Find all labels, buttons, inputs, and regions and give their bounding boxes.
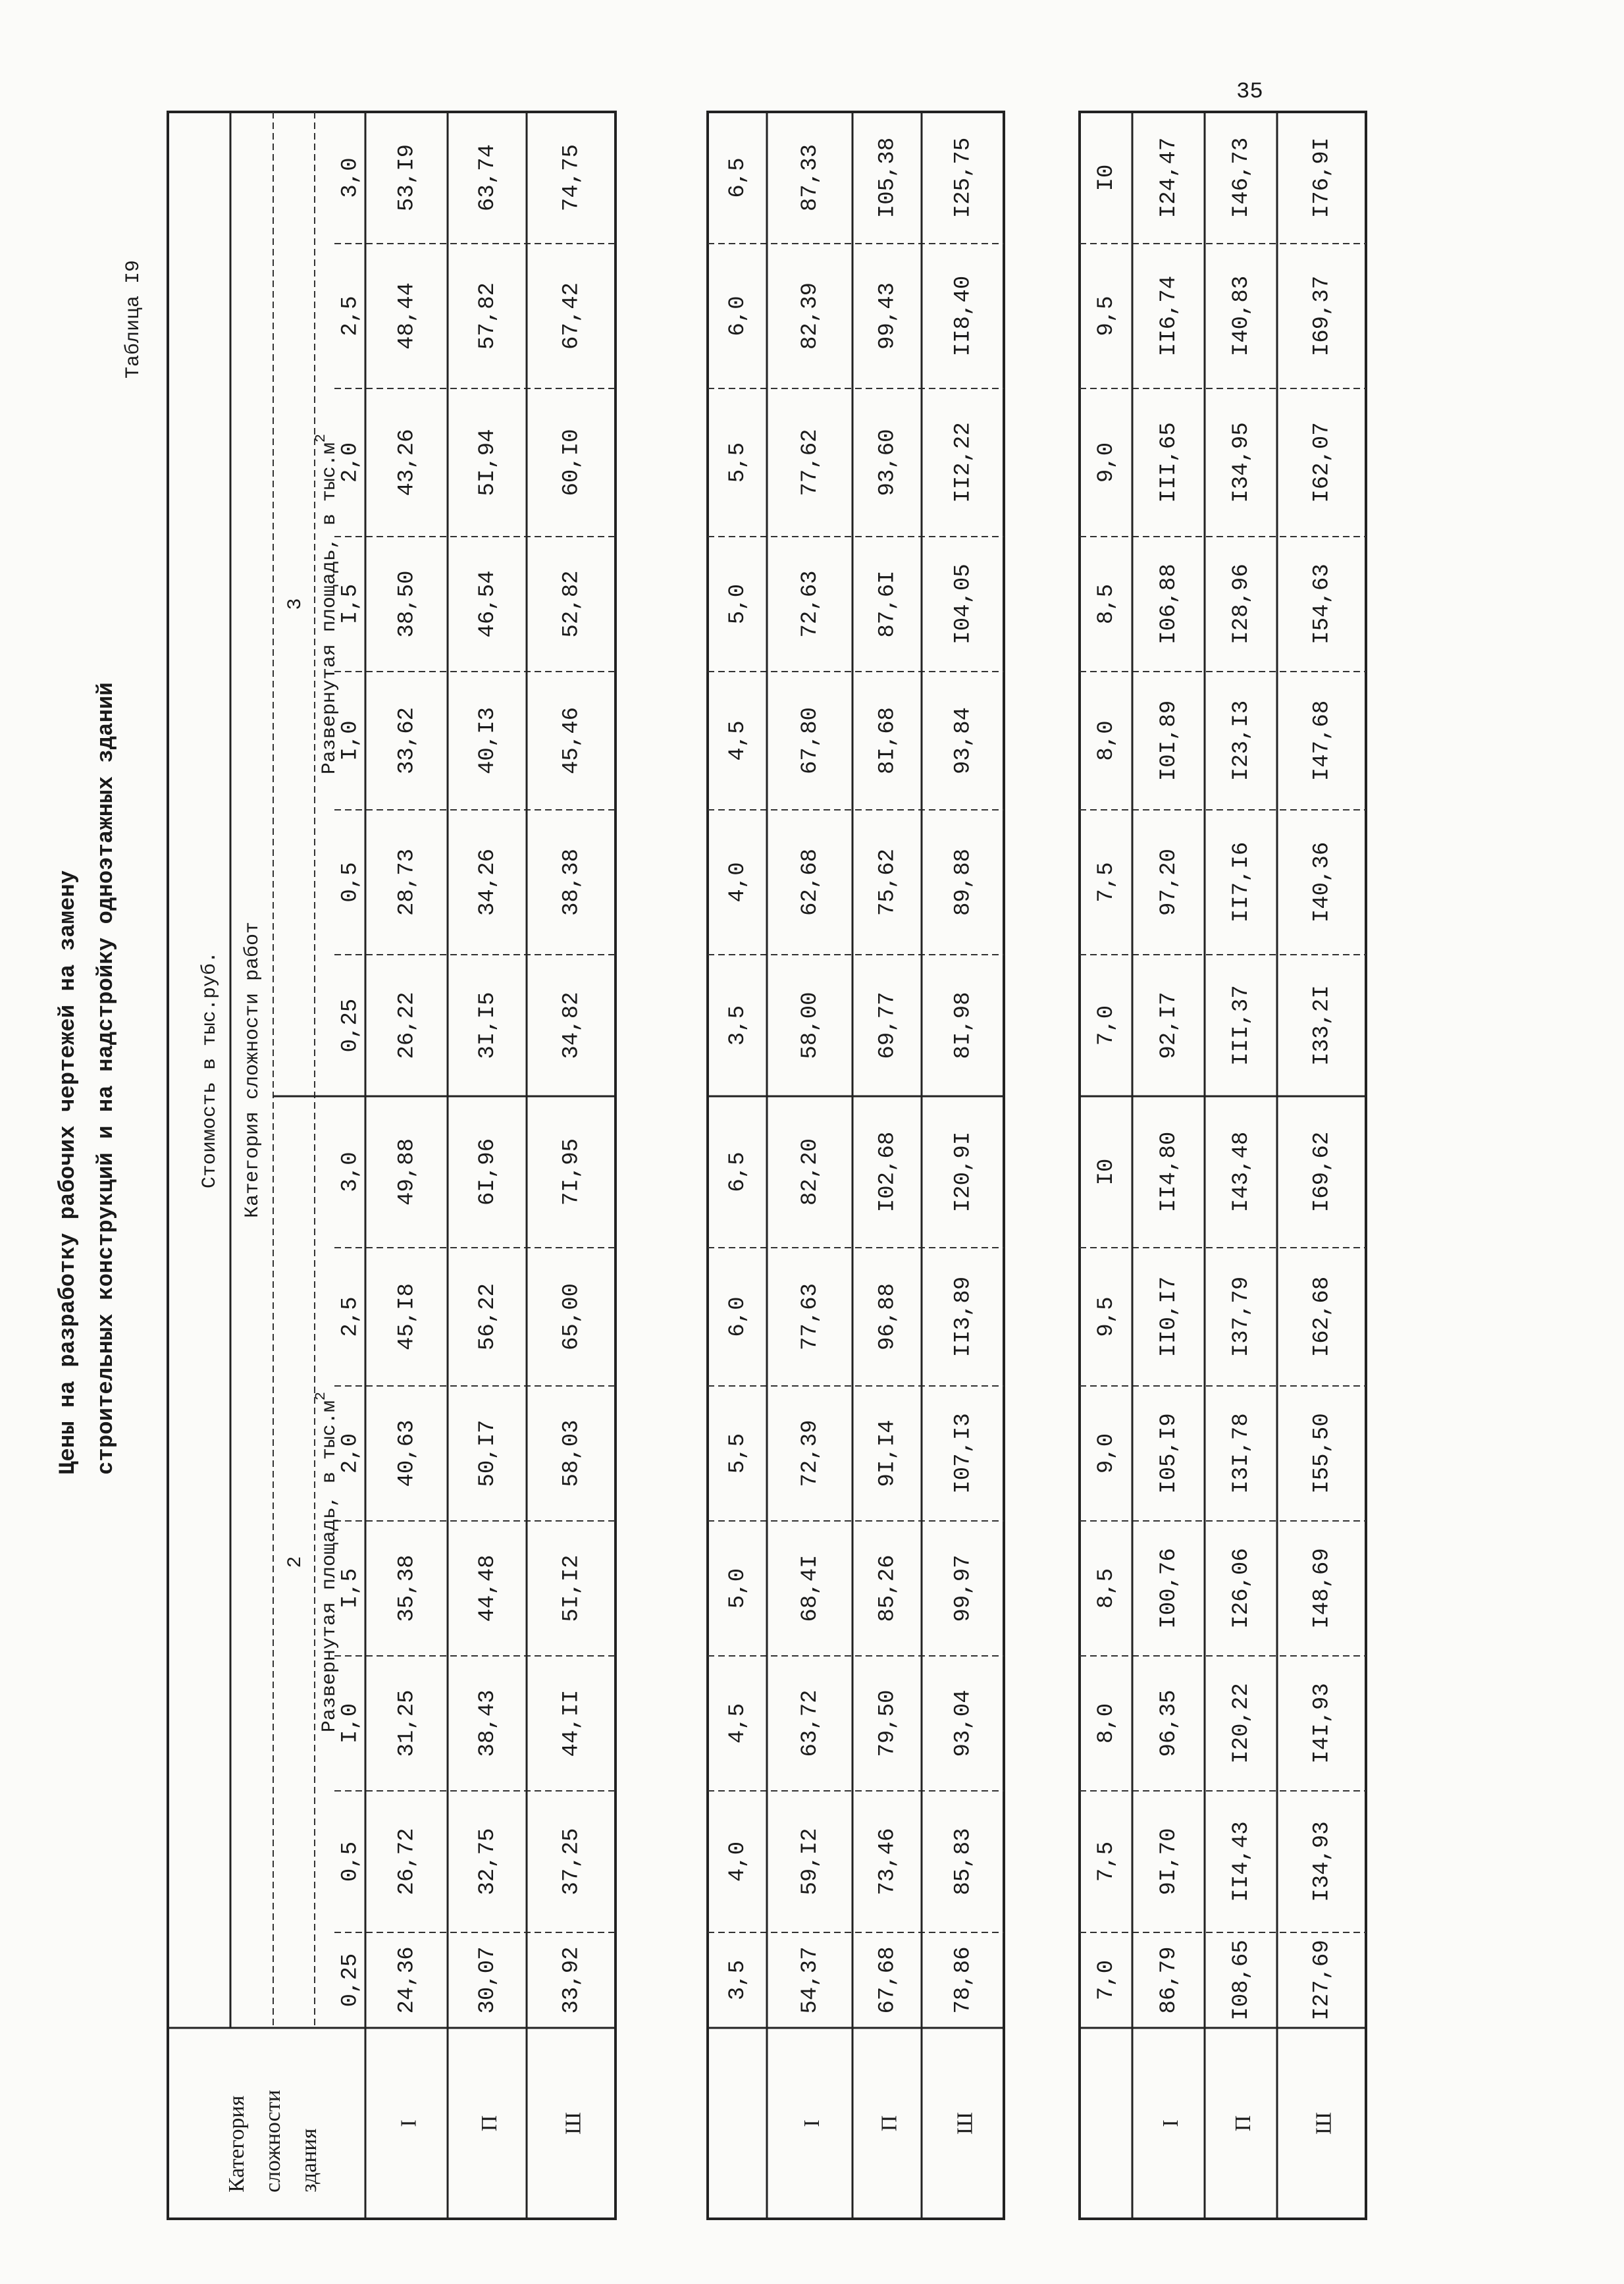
row-label-2: П — [877, 2115, 902, 2132]
area-header-value: 0,25 — [338, 1953, 363, 2007]
price-cell: II7,I6 — [1228, 841, 1254, 923]
area-header-value: 6,0 — [725, 1296, 750, 1337]
price-cell: II2,22 — [951, 422, 976, 503]
area-header-value: 7,0 — [1093, 1005, 1119, 1046]
price-cell: I08,65 — [1228, 1940, 1254, 2021]
area-header-value: 4,0 — [725, 862, 750, 903]
price-cell: 67,80 — [797, 706, 823, 775]
price-cell: II6,74 — [1156, 275, 1182, 357]
price-cell: 34,82 — [559, 992, 585, 1059]
price-cell: I4I,93 — [1309, 1683, 1335, 1764]
price-cell: 86,79 — [1156, 1946, 1182, 2014]
area-header-value: 5,0 — [725, 583, 750, 625]
row-header-line-2: сложности — [261, 2090, 285, 2192]
area-header-value: 8,5 — [1093, 1568, 1119, 1609]
price-cell: I69,37 — [1309, 275, 1335, 357]
price-cell: I62,68 — [1309, 1276, 1335, 1358]
area-header-value: 8,0 — [1093, 1703, 1119, 1744]
price-cell: 96,88 — [875, 1283, 901, 1351]
area-header-value: I,5 — [338, 583, 363, 625]
price-cell: I54,63 — [1309, 564, 1335, 645]
area-header-value: 5,5 — [725, 442, 750, 483]
price-cell: I07,I3 — [951, 1413, 976, 1494]
price-cell: 44,II — [559, 1689, 585, 1757]
area-header-value: 0,5 — [338, 862, 363, 903]
price-cell: III,37 — [1228, 985, 1254, 1066]
price-cell: I25,75 — [951, 137, 976, 219]
area-header-value: 4,5 — [725, 1703, 750, 1744]
price-cell: 30,07 — [475, 1946, 500, 2014]
price-cell: III,65 — [1156, 422, 1182, 503]
price-cell: 44,48 — [475, 1554, 500, 1622]
price-cell: I46,73 — [1228, 137, 1254, 219]
price-cell: 40,I3 — [475, 706, 500, 775]
area-header-value: 7,5 — [1093, 862, 1119, 903]
price-cell: I55,50 — [1309, 1413, 1335, 1494]
row-label-1: I — [396, 2119, 421, 2127]
price-cell: II0,I7 — [1156, 1276, 1182, 1358]
price-cell: 58,03 — [559, 1420, 585, 1487]
area-header-value: I0 — [1093, 164, 1119, 192]
price-cell: II8,40 — [951, 275, 976, 357]
area-header-value: 9,5 — [1093, 296, 1119, 336]
price-cell: I02,68 — [875, 1131, 901, 1213]
price-cell: 99,97 — [951, 1554, 976, 1622]
area-header-value: 7,0 — [1093, 1959, 1119, 2001]
price-cell: 78,86 — [951, 1946, 976, 2014]
price-cell: 9I,I4 — [875, 1420, 901, 1487]
price-cell: II3,89 — [951, 1276, 976, 1358]
price-cell: 49,88 — [394, 1138, 420, 1206]
price-cell: I05,I9 — [1156, 1413, 1182, 1494]
price-cell: I26,06 — [1228, 1548, 1254, 1629]
price-cell: I05,38 — [875, 137, 901, 219]
price-cell: 73,46 — [875, 1828, 901, 1896]
price-cell: 75,62 — [875, 848, 901, 916]
price-cell: 52,82 — [559, 570, 585, 638]
area-header-value: 3,5 — [725, 1959, 750, 2001]
price-cell: 63,74 — [475, 144, 500, 212]
price-cell: I27,69 — [1309, 1940, 1335, 2021]
page-number: 35 — [1236, 80, 1263, 105]
price-cell: I62,07 — [1309, 422, 1335, 503]
price-cell: I40,83 — [1228, 275, 1254, 357]
price-cell: 63,72 — [797, 1689, 823, 1757]
area-header-value: 2,5 — [338, 1296, 363, 1337]
price-cell: 38,38 — [559, 848, 585, 916]
price-cell: 34,26 — [475, 848, 500, 916]
price-cell: 74,75 — [559, 144, 585, 212]
price-cell: I20,22 — [1228, 1683, 1254, 1764]
price-cell: 24,36 — [394, 1946, 420, 2014]
price-cell: 33,92 — [559, 1946, 585, 2014]
area-header-value: 9,0 — [1093, 442, 1119, 483]
area-header-value: 5,0 — [725, 1568, 750, 1609]
price-cell: 67,68 — [875, 1946, 901, 2014]
area-header-value: 8,0 — [1093, 720, 1119, 761]
price-cell: I37,79 — [1228, 1276, 1254, 1358]
row-label-2: П — [477, 2115, 502, 2132]
price-cell: 82,20 — [797, 1138, 823, 1206]
price-cell: 99,43 — [875, 282, 901, 350]
price-cell: I24,47 — [1156, 137, 1182, 219]
price-cell: 7I,95 — [559, 1138, 585, 1206]
price-cell: 72,39 — [797, 1420, 823, 1487]
price-cell: I06,88 — [1156, 564, 1182, 645]
price-cell: 8I,68 — [875, 706, 901, 775]
area-header-value: 6,5 — [725, 1152, 750, 1192]
price-cell: 89,88 — [951, 848, 976, 916]
area-header-value: 6,5 — [725, 157, 750, 198]
area-header-value: 5,5 — [725, 1433, 750, 1474]
price-cell: 79,50 — [875, 1689, 901, 1757]
price-cell: 87,6I — [875, 570, 901, 638]
price-cell: 82,39 — [797, 282, 823, 350]
row-header-line-1: Категория — [224, 2095, 249, 2192]
row-label-3: Ш — [1311, 2111, 1336, 2135]
price-cell: 67,42 — [559, 282, 585, 350]
price-cell: 93,60 — [875, 429, 901, 496]
price-cell: 69,77 — [875, 992, 901, 1059]
price-cell: 5I,I2 — [559, 1554, 585, 1622]
price-cell: 37,25 — [559, 1828, 585, 1896]
price-cell: 33,62 — [394, 706, 420, 775]
price-cell: 38,43 — [475, 1689, 500, 1757]
price-cell: 92,I7 — [1156, 992, 1182, 1059]
price-cell: 3I,I5 — [475, 992, 500, 1059]
price-cell: I76,9I — [1309, 137, 1335, 219]
area-header-value: 2,0 — [338, 442, 363, 483]
price-cell: 93,04 — [951, 1689, 976, 1757]
price-cell: II4,80 — [1156, 1131, 1182, 1213]
price-cell: I20,9I — [951, 1131, 976, 1213]
area-header-value: 4,5 — [725, 720, 750, 761]
row-label-3: Ш — [953, 2111, 978, 2135]
price-cell: I47,68 — [1309, 700, 1335, 782]
price-cell: 97,20 — [1156, 848, 1182, 916]
price-cell: 68,4I — [797, 1554, 823, 1622]
price-cell: I3I,78 — [1228, 1413, 1254, 1494]
area-header-value: 8,5 — [1093, 583, 1119, 625]
price-cell: 93,84 — [951, 706, 976, 775]
table-label: Таблица I9 — [122, 259, 145, 379]
price-cell: 57,82 — [475, 282, 500, 350]
area-header-value: 3,0 — [338, 157, 363, 198]
area-header-value: I0 — [1093, 1158, 1119, 1186]
price-cell: I40,36 — [1309, 841, 1335, 923]
price-cell: 56,22 — [475, 1283, 500, 1351]
area-header-value: I,0 — [338, 1703, 363, 1744]
price-cell: I34,93 — [1309, 1821, 1335, 1902]
area-header-value: 9,0 — [1093, 1433, 1119, 1474]
price-cell: 32,75 — [475, 1828, 500, 1896]
work-category-2: 2 — [284, 1556, 307, 1568]
row-header-line-3: здания — [297, 2128, 321, 2192]
price-cell: 45,I8 — [394, 1283, 420, 1351]
area-header-value: 4,0 — [725, 1841, 750, 1882]
row-label-3: Ш — [561, 2111, 586, 2135]
price-cell: 59,I2 — [797, 1828, 823, 1896]
price-cell: 62,68 — [797, 848, 823, 916]
price-cell: I43,48 — [1228, 1131, 1254, 1213]
price-cell: 26,72 — [394, 1828, 420, 1896]
area-header-value: I,5 — [338, 1568, 363, 1609]
price-cell: 38,50 — [394, 570, 420, 638]
work-category-header: Категория сложности работ — [241, 921, 264, 1219]
area-header-cat3: Развернутая площадь, в $тыс.м^2$ — [313, 433, 341, 775]
price-cell: 45,46 — [559, 706, 585, 775]
document-title-line-2: строительных конструкций и на надстройку одноэтажных зданий — [94, 682, 119, 1475]
cost-header: Стоимость в тыс.руб. — [198, 951, 221, 1189]
price-cell: 35,38 — [394, 1554, 420, 1622]
area-header-value: 6,0 — [725, 296, 750, 336]
area-header-value: 2,0 — [338, 1433, 363, 1474]
price-cell: 6I,96 — [475, 1138, 500, 1206]
price-cell: 43,26 — [394, 429, 420, 496]
price-cell: 60,I0 — [559, 429, 585, 496]
price-cell: 5I,94 — [475, 429, 500, 496]
area-header-value: 0,5 — [338, 1841, 363, 1882]
area-header-cat2: Развернутая площадь, в $тыс.м^2$ — [313, 1391, 341, 1733]
document-title-line-1: Цены на разработку рабочих чертежей на замену — [56, 870, 81, 1475]
area-header-value: 0,25 — [338, 998, 363, 1053]
price-cell: 31,25 — [394, 1689, 420, 1757]
price-cell: 58,00 — [797, 992, 823, 1059]
price-cell: 54,37 — [797, 1946, 823, 2014]
price-cell: 87,33 — [797, 144, 823, 212]
price-cell: I00,76 — [1156, 1548, 1182, 1629]
price-cell: I33,2I — [1309, 985, 1335, 1066]
area-header-value: I,0 — [338, 720, 363, 761]
area-header-value: 7,5 — [1093, 1841, 1119, 1882]
price-cell: 9I,70 — [1156, 1828, 1182, 1896]
price-cell: 85,26 — [875, 1554, 901, 1622]
price-cell: I04,05 — [951, 564, 976, 645]
price-cell: 72,63 — [797, 570, 823, 638]
price-cell: 85,83 — [951, 1828, 976, 1896]
price-cell: I69,62 — [1309, 1131, 1335, 1213]
price-cell: 28,73 — [394, 848, 420, 916]
price-cell: I0I,89 — [1156, 700, 1182, 782]
row-label-1: I — [799, 2119, 824, 2127]
price-cell: 65,00 — [559, 1283, 585, 1351]
price-cell: 77,63 — [797, 1283, 823, 1351]
row-label-2: П — [1230, 2115, 1255, 2132]
price-cell: I34,95 — [1228, 422, 1254, 503]
area-header-value: 2,5 — [338, 296, 363, 336]
price-cell: 77,62 — [797, 429, 823, 496]
price-cell: 8I,98 — [951, 992, 976, 1059]
price-cell: I48,69 — [1309, 1548, 1335, 1629]
row-label-1: I — [1158, 2119, 1183, 2127]
price-cell: 48,44 — [394, 282, 420, 350]
price-cell: 53,I9 — [394, 144, 420, 212]
area-header-value: 3,5 — [725, 1005, 750, 1046]
work-category-3: 3 — [284, 598, 307, 610]
price-cell: 50,I7 — [475, 1420, 500, 1487]
price-cell: 40,63 — [394, 1420, 420, 1487]
area-header-value: 3,0 — [338, 1152, 363, 1192]
price-cell: II4,43 — [1228, 1821, 1254, 1902]
price-cell: 46,54 — [475, 570, 500, 638]
price-cell: I28,96 — [1228, 564, 1254, 645]
price-cell: 96,35 — [1156, 1689, 1182, 1757]
area-header-value: 9,5 — [1093, 1296, 1119, 1337]
price-cell: I23,I3 — [1228, 700, 1254, 782]
price-cell: 26,22 — [394, 992, 420, 1059]
